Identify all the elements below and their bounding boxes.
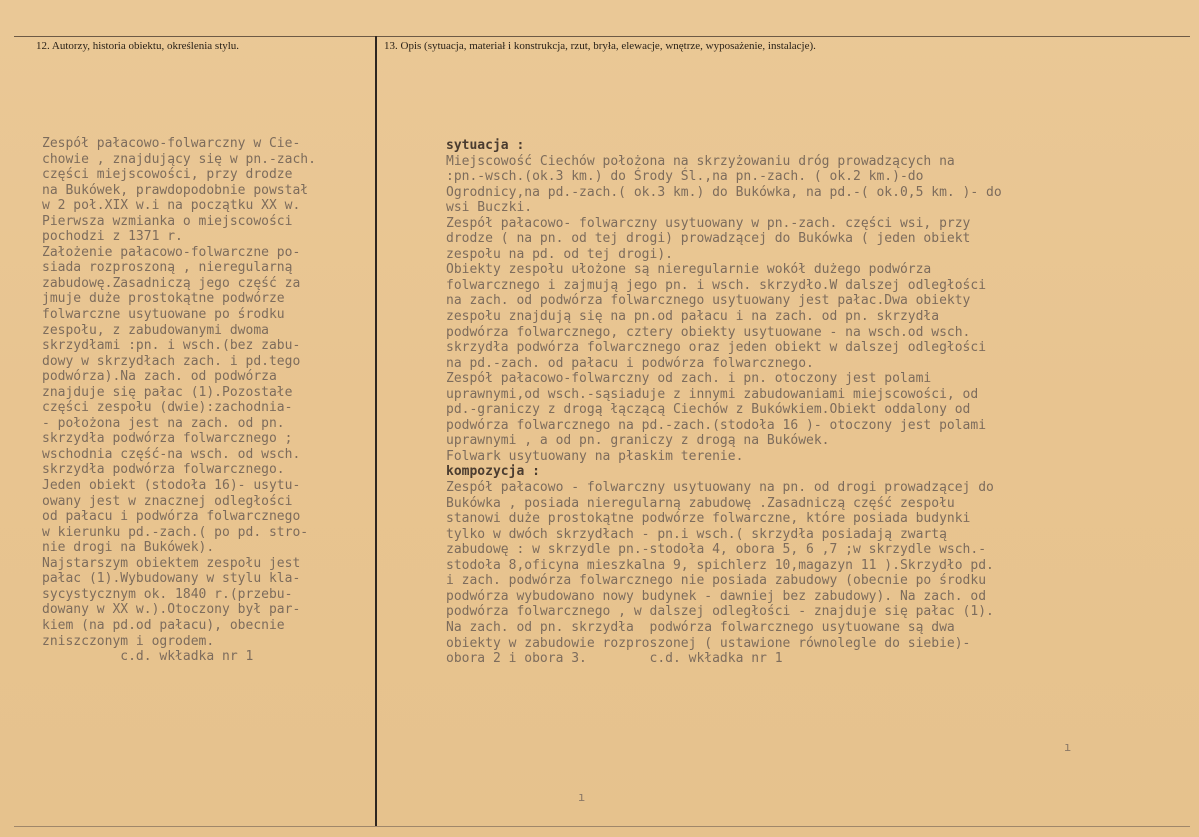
text-line: skrzydła podwórza folwarcznego ;: [42, 431, 293, 447]
text-line: podwórza folwarcznego , w dalszej odległości - znajduje się pałac (1).: [446, 604, 994, 620]
text-line: pałac (1).Wybudowany w stylu kla-: [42, 571, 301, 587]
text-line: obiekty w zabudowie rozproszonej ( ustawione równolegle do siebie)-: [446, 635, 971, 651]
form-top-rule: [14, 36, 1190, 37]
text-line: :pn.-wsch.(ok.3 km.) do Środy Śl.,na pn.-zach. ( ok.2 km.)-do: [446, 169, 924, 185]
text-line: uprawnymi,od wsch.-sąsiaduje z innymi zabudowaniami miejscowości, od: [446, 386, 979, 402]
text-line: Miejscowość Ciechów położona na skrzyżowaniu dróg prowadzących na: [446, 153, 955, 169]
text-line: znajduje się pałac (1).Pozostałe: [42, 384, 293, 400]
text-line: chowie , znajdujący się w pn.-zach.: [42, 151, 316, 167]
form-bottom-rule: [14, 826, 1190, 827]
text-line: na Bukówek, prawdopodobnie powstał: [42, 182, 309, 198]
text-line: c.d. wkładka nr 1: [42, 649, 254, 665]
text-line: wsi Buczki.: [446, 200, 533, 216]
text-line: od pałacu i podwórza folwarcznego: [42, 509, 301, 525]
text-line: Założenie pałacowo-folwarczne po-: [42, 244, 301, 260]
text-line: skrzydła podwórza folwarcznego.: [42, 462, 285, 478]
text-line: Jeden obiekt (stodoła 16)- usytu-: [42, 478, 301, 494]
text-line: na pd.-zach. od pałacu i podwórza folwarcznego.: [446, 355, 814, 371]
text-line: zabudowę.Zasadniczą jego część za: [42, 275, 301, 291]
text-line: drodze ( na pn. od tej drogi) prowadzącej do Bukówka ( jeden obiekt: [446, 231, 971, 247]
text-line: skrzydła podwórza folwarcznego oraz jeden obiekt w dalszej odległości: [446, 340, 987, 356]
text-line: podwórza folwarcznego na pd.-zach.(stodoła 16 )- otoczony jest polami: [446, 417, 987, 433]
text-line: na zach. od podwórza folwarcznego usytuowany jest pałac.Dwa obiekty: [446, 293, 971, 309]
text-line: w kierunku pd.-zach.( po pd. stro-: [42, 524, 309, 540]
text-line: sycystycznym ok. 1840 r.(przebu-: [42, 586, 293, 602]
text-line: owany jest w znacznej odległości: [42, 493, 293, 509]
text-line: skrzydłami :pn. i wsch.(bez zabu-: [42, 338, 301, 354]
section-12-header: 12. Autorzy, historia obiektu, określenia stylu.: [36, 40, 240, 52]
text-line: podwórza).Na zach. od podwórza: [42, 369, 277, 385]
text-line: Bukówka , posiada nieregularną zabudowę .Zasadniczą część zespołu: [446, 495, 955, 511]
history-text-column: [42, 136, 372, 665]
text-line: części zespołu (dwie):zachodnia-: [42, 400, 293, 416]
text-line: folwarcznego i zajmują jego pn. i wsch. skrzydło.W dalszej odległości: [446, 277, 987, 293]
text-line: Folwark usytuowany na płaskim terenie.: [446, 448, 744, 464]
text-line: nie drogi na Bukówek).: [42, 540, 215, 556]
text-line: w 2 poł.XIX w.i na początku XX w.: [42, 198, 301, 214]
stray-mark-bottom: ı: [578, 790, 586, 804]
text-line: siada rozproszoną , nieregularną: [42, 260, 293, 276]
text-line: Pierwsza wzmianka o miejscowości: [42, 213, 293, 229]
text-line: dowany w XX w.).Otoczony był par-: [42, 602, 301, 618]
text-line: pochodzi z 1371 r.: [42, 229, 183, 245]
text-line: folwarczne usytuowane po środku: [42, 307, 285, 323]
text-line: Obiekty zespołu ułożone są nieregularnie wokół dużego podwórza: [446, 262, 932, 278]
text-line: zespołu na pd. od tej drogi).: [446, 246, 673, 262]
text-line: - położona jest na zach. od pn.: [42, 415, 285, 431]
text-line: kiem (na pd.od pałacu), obecnie: [42, 617, 285, 633]
text-line: Zespół pałacowo - folwarczny usytuowany na pn. od drogi prowadzącej do: [446, 480, 994, 496]
text-line: podwórza wybudowano nowy budynek - dawniej bez zabudowy). Na zach. od: [446, 588, 987, 604]
text-line: obora 2 i obora 3. c.d. wkładka nr 1: [446, 651, 783, 667]
text-line: podwórza folwarcznego, cztery obiekty usytuowane - na wsch.od wsch.: [446, 324, 971, 340]
text-line: wschodnia część-na wsch. od wsch.: [42, 446, 301, 462]
text-line: Najstarszym obiektem zespołu jest: [42, 555, 301, 571]
text-line: sytuacja :: [446, 138, 525, 153]
text-line: zniszczonym i ogrodem.: [42, 633, 215, 649]
text-line: Ogrodnicy,na pd.-zach.( ok.3 km.) do Bukówka, na pd.-( ok.0,5 km. )- do: [446, 184, 1002, 200]
stray-mark-right: ı: [1064, 740, 1072, 754]
text-line: Na zach. od pn. skrzydła podwórza folwarcznego usytuowane są dwa: [446, 619, 955, 635]
text-line: i zach. podwórza folwarcznego nie posiada zabudowy (obecnie po środku: [446, 573, 987, 589]
text-line: jmuje duże prostokątne podwórze: [42, 291, 285, 307]
text-line: Zespół pałacowo-folwarczny w Cie-: [42, 136, 301, 151]
column-divider: [375, 36, 377, 826]
text-line: zespołu znajdują się na pn.od pałacu i na zach. od pn. skrzydła: [446, 309, 940, 325]
text-line: zabudowę : w skrzydle pn.-stodoła 4, obora 5, 6 ,7 ;w skrzydle wsch.-: [446, 542, 987, 558]
text-line: stanowi duże prostokątne podwórze folwarczne, które posiada budynki: [446, 511, 971, 527]
description-text-column: [446, 138, 1181, 667]
text-line: stodoła 8,oficyna mieszkalna 9, spichlerz 10,magazyn 11 ).Skrzydło pd.: [446, 557, 994, 573]
section-13-header: 13. Opis (sytuacja, materiał i konstrukcja, rzut, bryła, elewacje, wnętrze, wyposażenie, instalacje).: [384, 40, 816, 52]
text-line: uprawnymi , a od pn. graniczy z drogą na Bukówek.: [446, 433, 830, 449]
text-line: części miejscowości, przy drodze: [42, 167, 293, 183]
text-line: dowy w skrzydłach zach. i pd.tego: [42, 353, 301, 369]
text-line: Zespół pałacowo- folwarczny usytuowany w pn.-zach. części wsi, przy: [446, 215, 971, 231]
text-line: kompozycja :: [446, 464, 540, 480]
text-line: pd.-graniczy z drogą łączącą Ciechów z Bukówkiem.Obiekt oddalony od: [446, 402, 971, 418]
text-line: zespołu, z zabudowanymi dwoma: [42, 322, 269, 338]
text-line: Zespół pałacowo-folwarczny od zach. i pn. otoczony jest polami: [446, 371, 932, 387]
text-line: tylko w dwóch skrzydłach - pn.i wsch.( skrzydła posiadają zwartą: [446, 526, 947, 542]
